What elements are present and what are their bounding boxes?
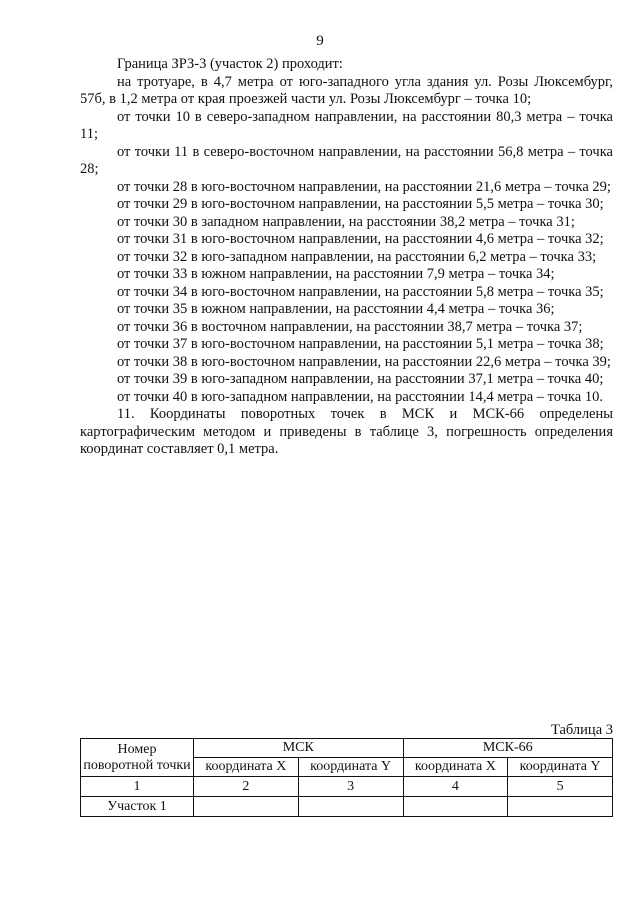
subheader-msk-x: координата X: [194, 758, 299, 777]
paragraph: от точки 36 в восточном направлении, на расстоянии 38,7 метра – точка 37;: [117, 318, 583, 335]
paragraph: от точки 11 в северо-восточном направлении, на расстоянии 56,8 метра – точка 28;: [80, 143, 613, 177]
empty-cell: [298, 797, 403, 817]
table-row: [81, 797, 613, 817]
coordinates-table: [80, 738, 613, 817]
header-msk: МСК: [194, 739, 404, 758]
index-cell: 2: [194, 777, 299, 797]
paragraph: от точки 38 в юго-восточном направлении, на расстоянии 22,6 метра – точка 39;: [117, 353, 611, 370]
header-point-number: Номер поворотной точки: [81, 739, 194, 777]
document-body: [80, 56, 613, 459]
subheader-msk-y: координата Y: [298, 758, 403, 777]
subheader-msk66-x: координата X: [403, 758, 508, 777]
paragraph: от точки 35 в южном направлении, на расстоянии 4,4 метра – точка 36;: [117, 301, 555, 317]
subheader-msk66-y: координата Y: [508, 758, 613, 777]
empty-cell: [194, 797, 299, 817]
paragraph: на тротуаре, в 4,7 метра от юго-западного угла здания ул. Розы Люксембург, 57б, в 1,2 метра от края проезжей части ул. Розы Люксембург – точка 10;: [80, 73, 613, 107]
index-cell: 5: [508, 777, 613, 797]
table-header-row: [81, 739, 613, 758]
table-index-row: [81, 777, 613, 797]
paragraph-list: [80, 74, 613, 459]
paragraph: от точки 33 в южном направлении, на расстоянии 7,9 метра – точка 34;: [117, 266, 555, 282]
paragraph: от точки 29 в юго-восточном направлении, на расстоянии 5,5 метра – точка 30;: [117, 196, 604, 212]
index-cell: 1: [81, 777, 194, 797]
empty-cell: [508, 797, 613, 817]
page-number: 9: [316, 33, 324, 49]
header-msk66: МСК-66: [403, 739, 613, 758]
paragraph: от точки 34 в юго-восточном направлении, на расстоянии 5,8 метра – точка 35;: [117, 283, 604, 300]
paragraph: от точки 37 в юго-восточном направлении, на расстоянии 5,1 метра – точка 38;: [117, 336, 604, 352]
paragraph: от точки 40 в юго-западном направлении, на расстоянии 14,4 метра – точка 10.: [117, 388, 603, 405]
paragraph: от точки 32 в юго-западном направлении, на расстоянии 6,2 метра – точка 33;: [117, 248, 597, 265]
paragraph: от точки 28 в юго-восточном направлении, на расстоянии 21,6 метра – точка 29;: [117, 178, 611, 195]
paragraph: от точки 39 в юго-западном направлении, на расстоянии 37,1 метра – точка 40;: [117, 371, 604, 387]
section-heading: Граница ЗРЗ-3 (участок 2) проходит:: [117, 56, 343, 72]
section-label: Участок 1: [81, 797, 194, 817]
paragraph: от точки 30 в западном направлении, на расстоянии 38,2 метра – точка 31;: [117, 213, 575, 230]
index-cell: 3: [298, 777, 403, 797]
index-cell: 4: [403, 777, 508, 797]
paragraph: от точки 10 в северо-западном направлении, на расстоянии 80,3 метра – точка 11;: [80, 108, 613, 142]
paragraph: от точки 31 в юго-восточном направлении, на расстоянии 4,6 метра – точка 32;: [117, 231, 604, 247]
paragraph: 11. Координаты поворотных точек в МСК и МСК-66 определены картографическим методом и приведены в таблице 3, погрешность определения координат составляет 0,1 метра.: [80, 406, 613, 457]
empty-cell: [403, 797, 508, 817]
table-caption: Таблица 3: [550, 722, 613, 738]
